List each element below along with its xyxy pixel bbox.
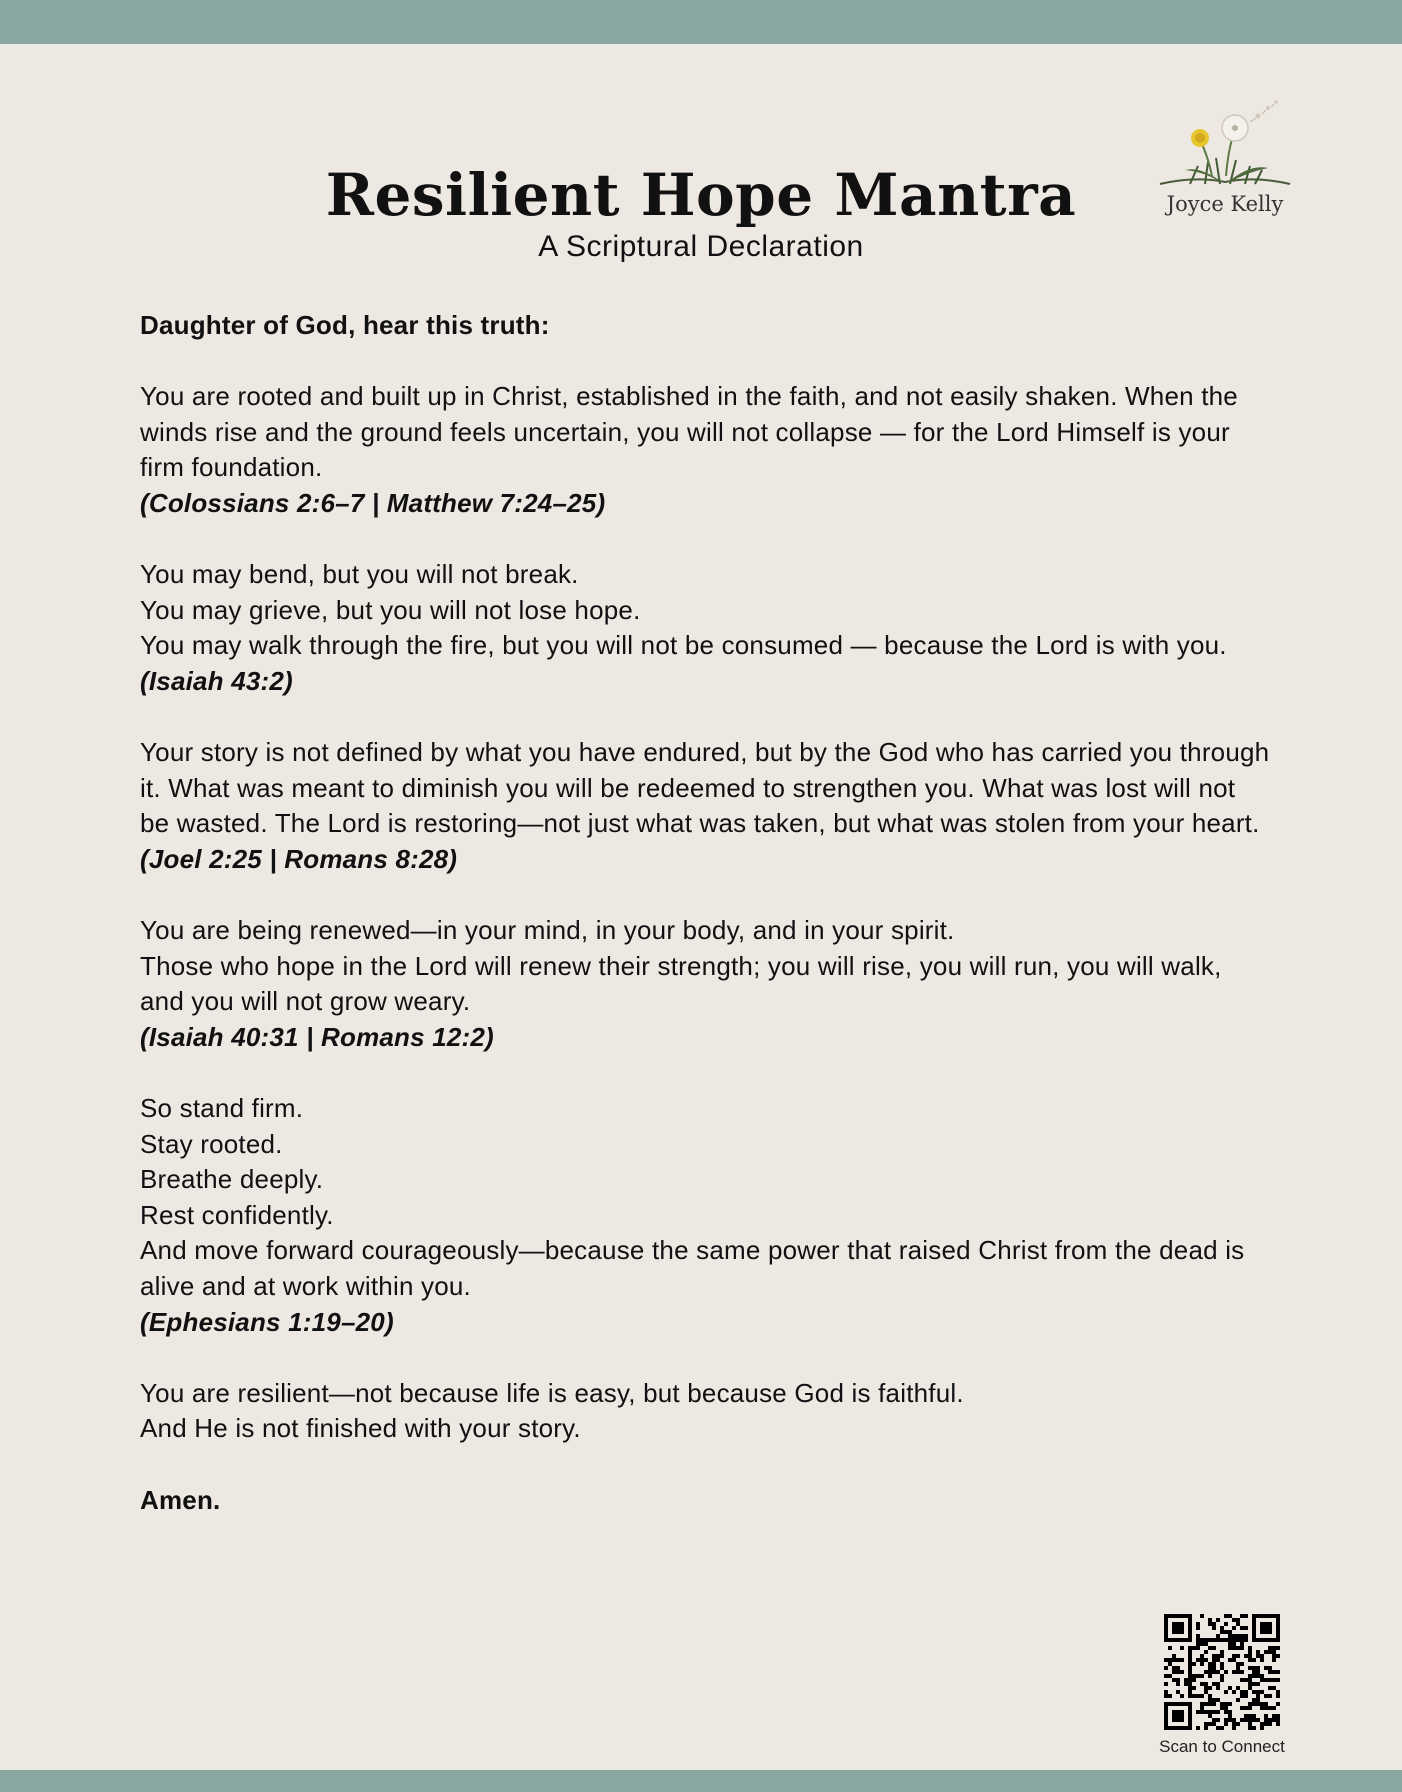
closing-text: Amen. xyxy=(140,1484,221,1515)
section-line: You may walk through the fire, but you will not be consumed — because the Lord is with you. xyxy=(140,630,1227,661)
section-line: And move forward courageously—because the same power that raised Christ from the dead is alive and at work within you. xyxy=(140,1235,1245,1302)
logo-text: Joyce Kelly xyxy=(1166,192,1284,216)
scripture-reference: (Joel 2:25 | Romans 8:28) xyxy=(140,843,458,874)
section-line: Rest confidently. xyxy=(140,1199,334,1230)
dandelion-icon xyxy=(1150,96,1300,196)
scripture-reference: (Ephesians 1:19–20) xyxy=(140,1306,394,1337)
section-line: And He is not finished with your story. xyxy=(140,1413,581,1444)
section-5 xyxy=(140,1091,1270,1340)
section-4 xyxy=(140,913,1270,1055)
scripture-reference: (Isaiah 43:2) xyxy=(140,665,293,696)
top-band xyxy=(0,0,1402,44)
section-2 xyxy=(140,557,1270,699)
section-line: So stand firm. xyxy=(140,1093,304,1124)
intro-text: Daughter of God, hear this truth: xyxy=(140,310,550,340)
section-text: Your story is not defined by what you have endured, but by the God who has carried you through it. What was meant to diminish you will be redeemed to strengthen you. What was lost will not be wasted. The Lord is restoring—not just what was taken, but what was stolen from your heart. xyxy=(140,737,1270,839)
section-line: You may grieve, but you will not lose hope. xyxy=(140,594,641,625)
section-6 xyxy=(140,1376,1270,1447)
section-1 xyxy=(140,379,1270,521)
brand-logo xyxy=(1150,96,1300,226)
scripture-reference: (Isaiah 40:31 | Romans 12:2) xyxy=(140,1021,494,1052)
section-line: Stay rooted. xyxy=(140,1128,283,1159)
section-text: You are rooted and built up in Christ, established in the faith, and not easily shaken. When the winds rise and the ground feels uncertain, you will not collapse — for the Lord Himself is your firm foundation. xyxy=(140,381,1238,483)
closing xyxy=(140,1483,1270,1519)
qr-label: Scan to Connect xyxy=(1159,1737,1285,1756)
qr-code-icon[interactable] xyxy=(1164,1614,1280,1730)
scripture-reference: (Colossians 2:6–7 | Matthew 7:24–25) xyxy=(140,487,606,518)
section-line: You are resilient—not because life is easy, but because God is faithful. xyxy=(140,1377,964,1408)
page-subtitle: A Scriptural Declaration xyxy=(538,230,864,263)
intro xyxy=(140,308,1270,344)
mantra-body xyxy=(140,308,1270,1554)
bottom-band xyxy=(0,1770,1402,1792)
section-line: Breathe deeply. xyxy=(140,1164,324,1195)
section-line: You may bend, but you will not break. xyxy=(140,559,579,590)
section-line: You are being renewed—in your mind, in your body, and in your spirit. xyxy=(140,915,955,946)
section-3 xyxy=(140,735,1270,877)
page-title: Resilient Hope Mantra xyxy=(325,161,1077,229)
section-line: Those who hope in the Lord will renew their strength; you will rise, you will run, you will walk, and you will not grow weary. xyxy=(140,950,1222,1017)
